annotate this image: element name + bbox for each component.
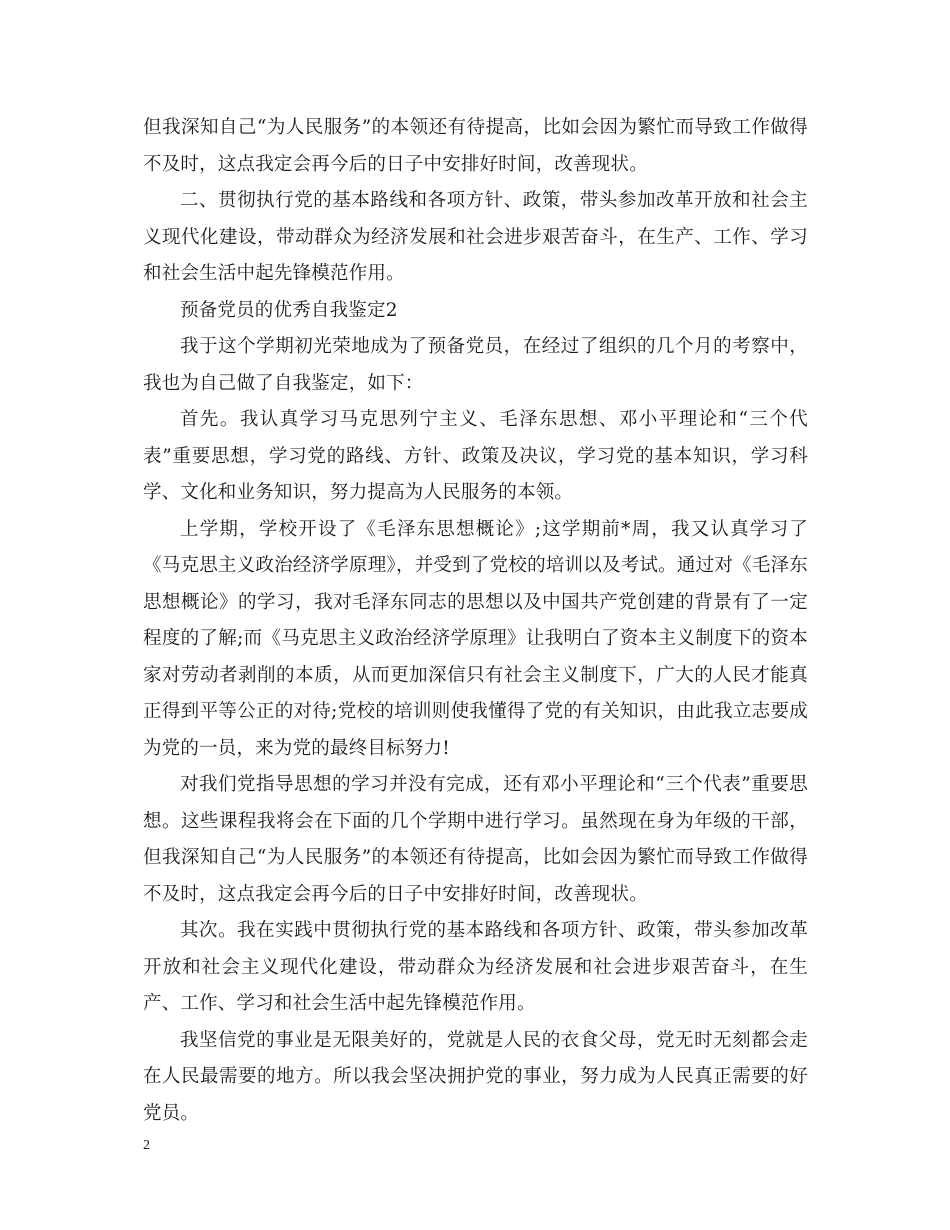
paragraph: 对我们党指导思想的学习并没有完成，还有邓小平理论和“三个代表”重要思想。这些课程我将会在下面的几个学期中进行学习。虽然现在身为年级的干部，但我深知自己“为人民服务”的本领还有待提高，比如会因为繁忙而导致工作做得不及时，这点我定会再今后的日子中安排好时间，改善现状。 bbox=[143, 774, 808, 905]
document-body bbox=[143, 110, 808, 1132]
paragraph: 但我深知自己“为人民服务”的本领还有待提高，比如会因为繁忙而导致工作做得不及时，这点我定会再今后的日子中安排好时间，改善现状。 bbox=[143, 117, 808, 175]
section-heading: 预备党员的优秀自我鉴定2 bbox=[180, 299, 398, 321]
page-number: 2 bbox=[143, 1138, 150, 1153]
paragraph: 首先。我认真学习马克思列宁主义、毛泽东思想、邓小平理论和“三个代表”重要思想，学习党的路线、方针、政策及决议，学习党的基本知识，学习科学、文化和业务知识，努力提高为人民服务的本领。 bbox=[143, 409, 808, 503]
paragraph: 其次。我在实践中贯彻执行党的基本路线和各项方针、政策，带头参加改革开放和社会主义现代化建设，带动群众为经济发展和社会进步艰苦奋斗，在生产、工作、学习和社会生活中起先锋模范作用。 bbox=[143, 920, 808, 1014]
paragraph: 我于这个学期初光荣地成为了预备党员，在经过了组织的几个月的考察中，我也为自己做了自我鉴定，如下： bbox=[143, 336, 808, 394]
paragraph: 二、贯彻执行党的基本路线和各项方针、政策，带头参加改革开放和社会主义现代化建设，带动群众为经济发展和社会进步艰苦奋斗，在生产、工作、学习和社会生活中起先锋模范作用。 bbox=[143, 190, 808, 284]
paragraph: 我坚信党的事业是无限美好的，党就是人民的衣食父母，党无时无刻都会走在人民最需要的地方。所以我会坚决拥护党的事业，努力成为人民真正需要的好党员。 bbox=[143, 1029, 808, 1124]
paragraph: 上学期，学校开设了《毛泽东思想概论》;这学期前*周，我又认真学习了《马克思主义政治经济学原理》，并受到了党校的培训以及考试。通过对《毛泽东思想概论》的学习，我对毛泽东同志的思想以及中国共产党创建的背景有了一定程度的了解;而《马克思主义政治经济学原理》让我明白了资本主义制度下的资本家对劳动者剥削的本质，从而更加深信只有社会主义制度下，广大的人民才能真正得到平等公正的对待;党校的培训则使我懂得了党的有关知识，由此我立志要成为党的一员，来为党的最终目标努力! bbox=[143, 518, 808, 759]
